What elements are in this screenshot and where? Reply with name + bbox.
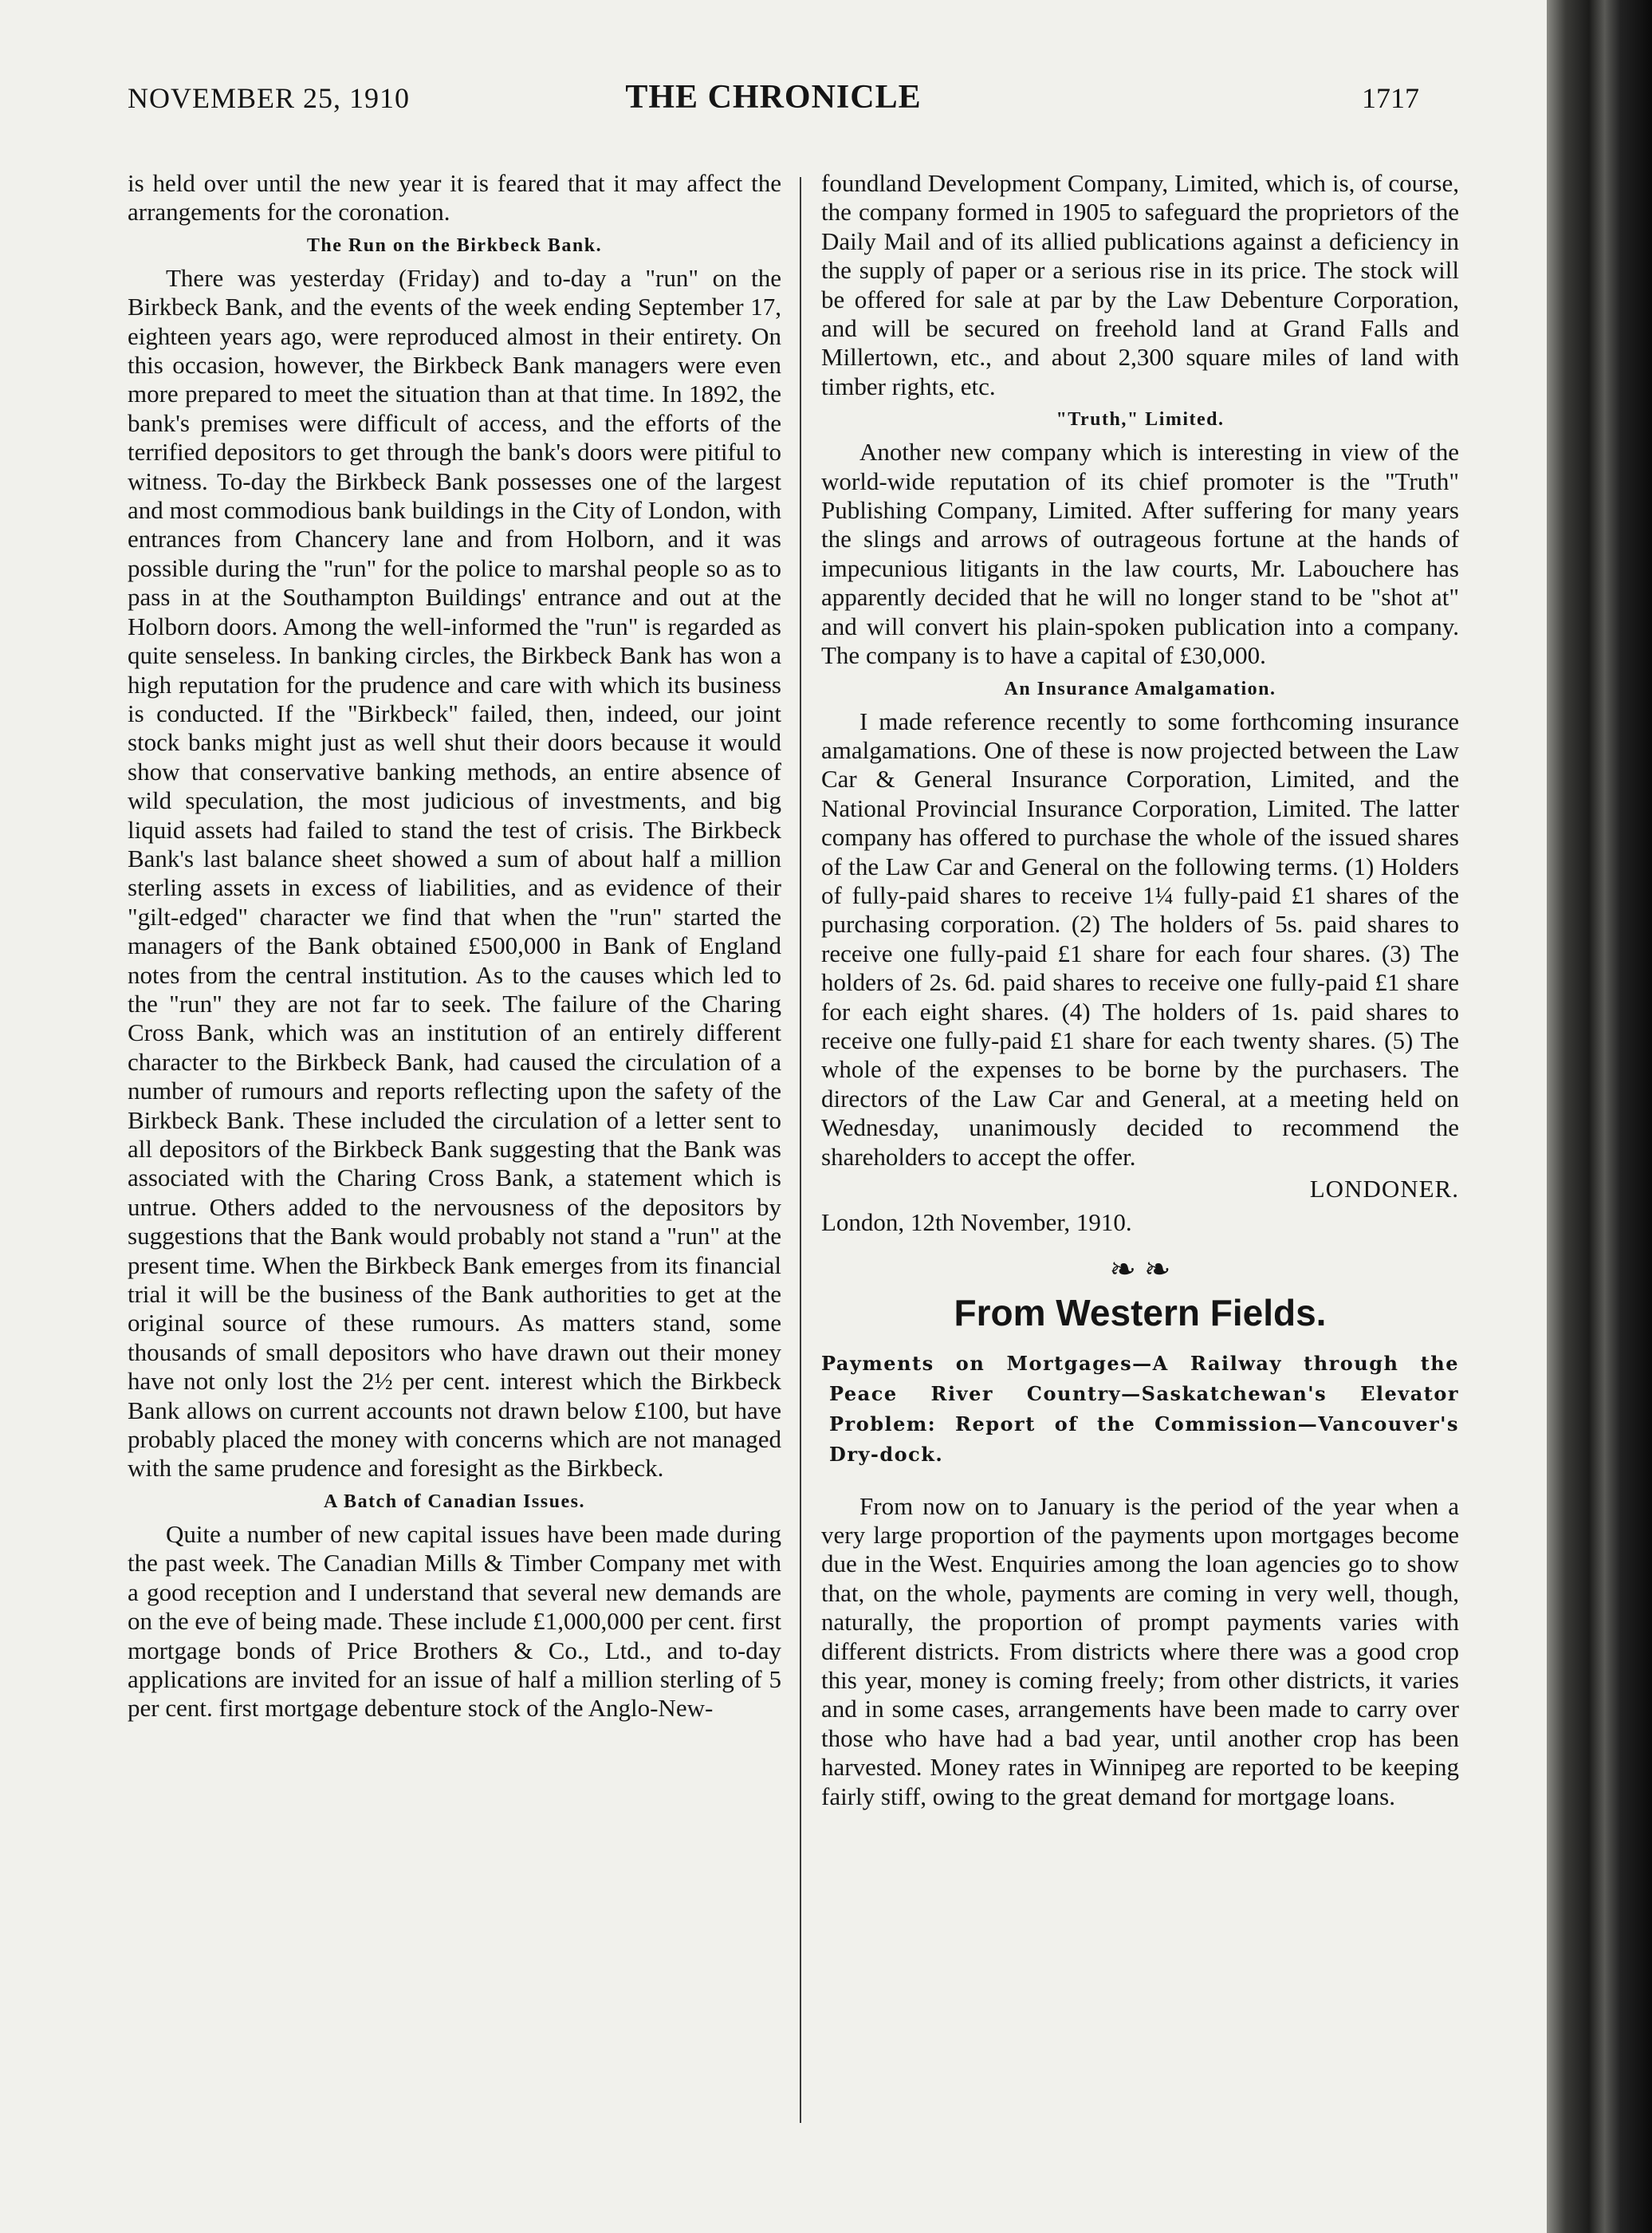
article-body-birkbeck-run: There was yesterday (Friday) and to-day a "run" on the Birkbeck Bank, and the events of the week ending September 17, eighteen years ago, were reproduced almost in their entirety. On this occasion, however, the Birkbeck Bank managers were even more prepared to meet the situation than at that time. In 1892, the bank's premises were difficult of access, and the efforts of the terrified depositors to get through the bank's doors were pitiful to witness. To-day the Birkbeck Bank possesses one of the largest and most commodious bank buildings in the City of London, with entrances from Chancery lane and from Holborn, and it was possible during the "run" for the police to marshal people so as to pass in at the Southampton Buildings' entrance and out at the Holborn doors. Among the well-informed the "run" is regarded as quite senseless. In banking circles, the Birkbeck Bank has won a high reputation for the prudence and care with which its business is conducted. If the "Birkbeck" failed, then, indeed, our joint stock banks might just as well shut their doors because it would show that conservative banking methods, an entire absence of wild speculation, the most judicious of investments, and big liquid assets had failed to stand the test of crisis. The Birkbeck Bank's last balance sheet showed a sum of about half a million sterling assets in excess of liabilities, and as evidence of their "gilt-edged" character we find that when the "run" started the managers of the Bank obtained £500,000 in Bank of England notes from the central institution. As to the causes which led to the "run" they are not far to seek. The failure of the Charing Cross Bank, which was an institution of an entirely different character to the Birkbeck Bank, had caused the circulation of a number of rumours and reports reflecting upon the safety of the Birkbeck Bank. These included the circulation of a letter sent to all depositors of the Birkbeck Bank suggesting that the Bank was associated with the Charing Cross Bank, a statement which is untrue. Others added to the nervousness of the depositors by suggestions that the Bank would probably not stand a "run" at the present time. When the Birkbeck Bank emerges from its financial trial it will be the business of the Bank authorities to get at the original source of these rumours. As matters stand, some thousands of small depositors who have drawn out their money have not only lost the 2½ per cent. interest which the Birkbeck Bank allows on current accounts not drawn below £100, but have probably placed the money with concerns which are not managed with the same prudence and foresight as the Birkbeck. (128, 263, 781, 1483)
publication-title: THE CHRONICLE (625, 79, 922, 116)
page-number: 1717 (1362, 82, 1419, 114)
issue-date: NOVEMBER 25, 1910 (128, 82, 411, 114)
running-head (128, 81, 1419, 129)
author-signature: LONDONER. (1309, 1175, 1459, 1203)
right-column (821, 169, 1459, 1811)
article-body-insurance: I made reference recently to some forthcoming insurance amalgamations. One of these is now projected between the Law Car & General Insurance Corporation, Limited, and the National Provincial Insurance Corporation, Limited. The latter company has offered to purchase the whole of the issued shares of the Law Car and General on the following terms. (1) Holders of fully-paid shares to receive 1¼ fully-paid £1 shares of the purchasing corporation. (2) The holders of 5s. paid shares to receive one fully-paid £1 share for each four shares. (3) The holders of 2s. 6d. paid shares to receive one fully-paid £1 share for each eight shares. (4) The holders of 1s. paid shares to receive one fully-paid £1 share for each twenty shares. (5) The whole of the expenses to be borne by the purchasers. The directors of the Law Car and General, at a meeting held on Wednesday, unanimously decided to recommend the shareholders to accept the offer. (821, 707, 1459, 1171)
article-heading-birkbeck-run: The Run on the Birkbeck Bank. (306, 234, 603, 256)
continued-paragraph-right: foundland Development Company, Limited, which is, of course, the company formed in 1905 to safeguard the proprietors of the Daily Mail and of its allied publications against a deficiency in the supply of paper or a serious rise in its price. The stock will be offered for sale at par by the Law Debenture Corporation, and will be secured on freehold land at Grand Falls and Millertown, etc., and about 2,300 square miles of land with timber rights, etc. (821, 169, 1459, 400)
article-heading-insurance: An Insurance Amalgamation. (1004, 678, 1276, 699)
column-rule (800, 177, 801, 2123)
book-binding-edge (1547, 0, 1652, 2233)
continued-paragraph: is held over until the new year it is feared that it may affect the arrangements for the coronation. (128, 169, 781, 226)
section-title-western-fields: From Western Fields. (954, 1292, 1327, 1334)
article-heading-truth-limited: "Truth," Limited. (1056, 409, 1225, 431)
dateline: London, 12th November, 1910. (821, 1208, 1132, 1237)
fleuron-ornament-icon: ❧ ❧ (1109, 1250, 1171, 1287)
article-heading-canadian-issues: A Batch of Canadian Issues. (324, 1491, 585, 1512)
article-body-canadian-issues: Quite a number of new capital issues have been made during the past week. The Canadian Mills & Timber Company met with a good reception and I understand that several new demands are on the eve of being made. These include £1,000,000 per cent. first mortgage bonds of Price Brothers & Co., Ltd., and to-day applications are invited for an issue of half a million sterling of 5 per cent. first mortgage debenture stock of the Anglo-New- (128, 1519, 781, 1723)
article-body-truth-limited: Another new company which is interesting in view of the world-wide reputation of its chief promoter is the "Truth" Publishing Company, Limited. After suffering for many years the slings and arrows of outrageous fortune at the hands of impecunious litigants in the law courts, Mr. Labouchere has apparently decided that he will no longer stand to be "shot at" and will convert his plain-spoken publication into a company. The company is to have a capital of £30,000. (821, 438, 1459, 670)
section-summary: Payments on Mortgages—A Railway through the Peace River Country—Saskatchewan's Elevator Problem: Report of the Commission—Vancouver's Dry-dock. (821, 1351, 1459, 1466)
left-column (128, 169, 781, 1723)
article-body-western-fields: From now on to January is the period of the year when a very large proportion of the payments upon mortgages become due in the West. Enquiries among the loan agencies go to show that, on the whole, payments are coming in very well, though, naturally, the proportion of prompt payments varies with different districts. From districts where there was a good crop this year, money is coming freely; from other districts, it varies and in some cases, arrangements have been made to carry over those who have had a bad year, until another crop has been harvested. Money rates in Winnipeg are reported to be keeping fairly stiff, owing to the great demand for mortgage loans. (821, 1491, 1459, 1810)
